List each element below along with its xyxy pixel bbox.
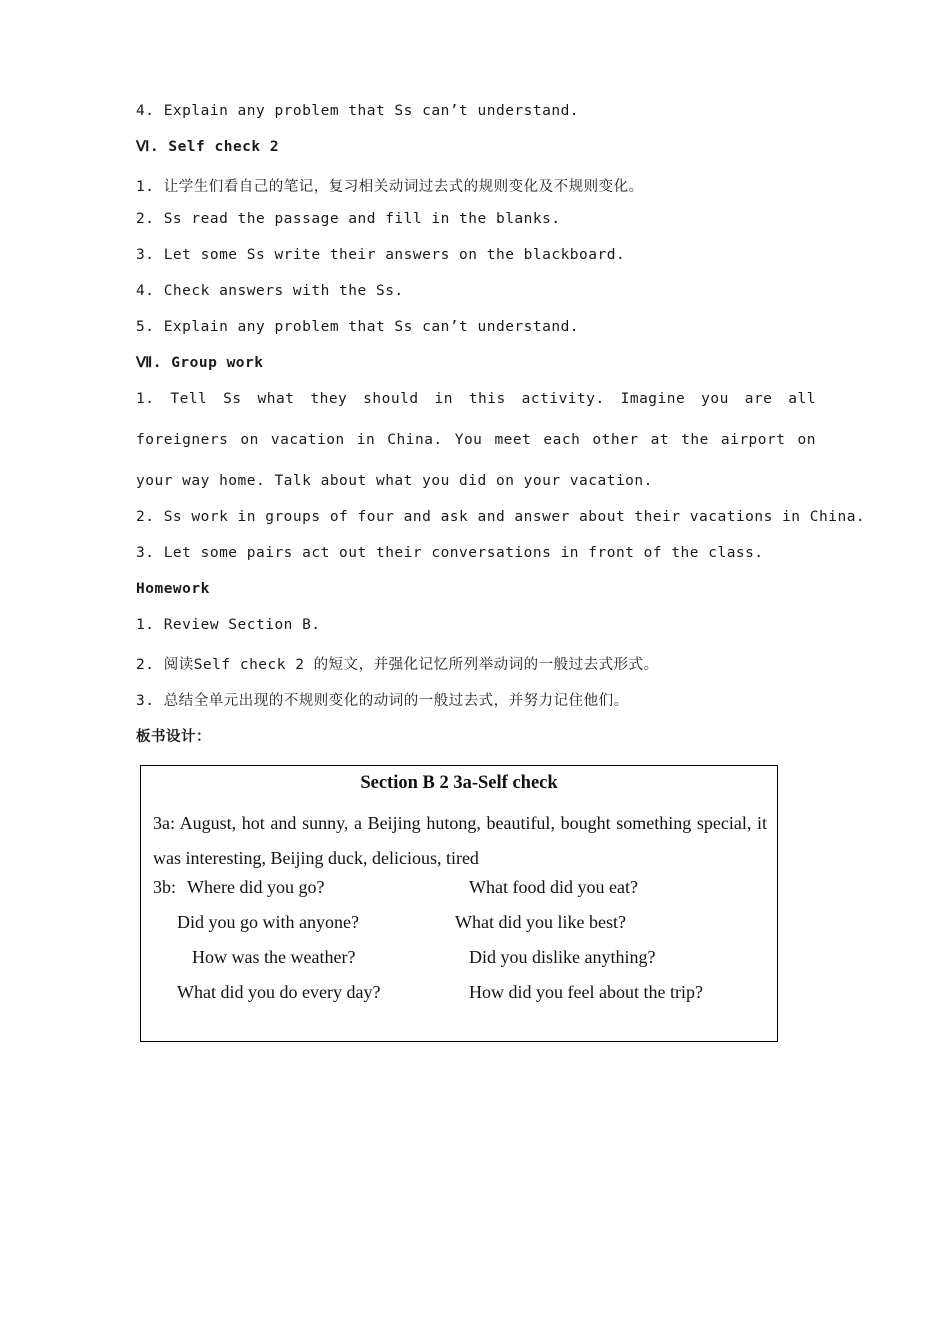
homework-heading: Homework — [136, 581, 210, 597]
self-check-step-1: 1. 让学生们看自己的笔记，复习相关动词过去式的规则变化及不规则变化。 — [136, 179, 644, 195]
step-explain-problem: 4. Explain any problem that Ss can’t understand. — [136, 103, 580, 119]
homework-item-3: 3. 总结全单元出现的不规则变化的动词的一般过去式，并努力记住他们。 — [136, 693, 629, 709]
section-heading-group-work: Ⅶ. Group work — [136, 355, 264, 371]
self-check-step-4: 4. Check answers with the Ss. — [136, 283, 404, 299]
board-question-1: Where did you go? — [187, 877, 325, 897]
self-check-step-2: 2. Ss read the passage and fill in the blanks. — [136, 211, 561, 227]
board-question-5: What food did you eat? — [469, 877, 638, 897]
section-heading-self-check: Ⅵ. Self check 2 — [136, 139, 280, 155]
board-question-7: Did you dislike anything? — [469, 947, 656, 967]
board-question-8: How did you feel about the trip? — [469, 982, 703, 1002]
board-3b-label: 3b: — [153, 877, 177, 897]
homework-item-2: 2. 阅读Self check 2 的短文，并强化记忆所列举动词的一般过去式形式。 — [136, 657, 659, 673]
board-question-3: How was the weather? — [192, 947, 356, 967]
board-3a-keywords: 3a: August, hot and sunny, a Beijing hutong, beautiful, bought something special, it was interesting, Beijing duck, delicious, tired — [153, 813, 767, 868]
board-title: Section B 2 3a-Self check — [360, 773, 558, 793]
group-work-step-2: 2. Ss work in groups of four and ask and answer about their vacations in China. — [136, 509, 866, 525]
self-check-step-3: 3. Let some Ss write their answers on the blackboard. — [136, 247, 626, 263]
self-check-step-5: 5. Explain any problem that Ss can’t understand. — [136, 319, 580, 335]
board-question-6: What did you like best? — [455, 912, 626, 932]
group-work-step-1: 1. Tell Ss what they should in this activity. Imagine you are all foreigners on vacation in China. You meet each other at the airport on your way home. Talk about what you did on your vacation. — [136, 391, 816, 489]
board-question-4: What did you do every day? — [177, 982, 381, 1002]
board-design-heading: 板书设计： — [136, 729, 211, 745]
board-question-2: Did you go with anyone? — [177, 912, 359, 932]
blackboard-design-box — [140, 765, 778, 1042]
homework-item-1: 1. Review Section B. — [136, 617, 321, 633]
group-work-step-3: 3. Let some pairs act out their conversations in front of the class. — [136, 545, 764, 561]
